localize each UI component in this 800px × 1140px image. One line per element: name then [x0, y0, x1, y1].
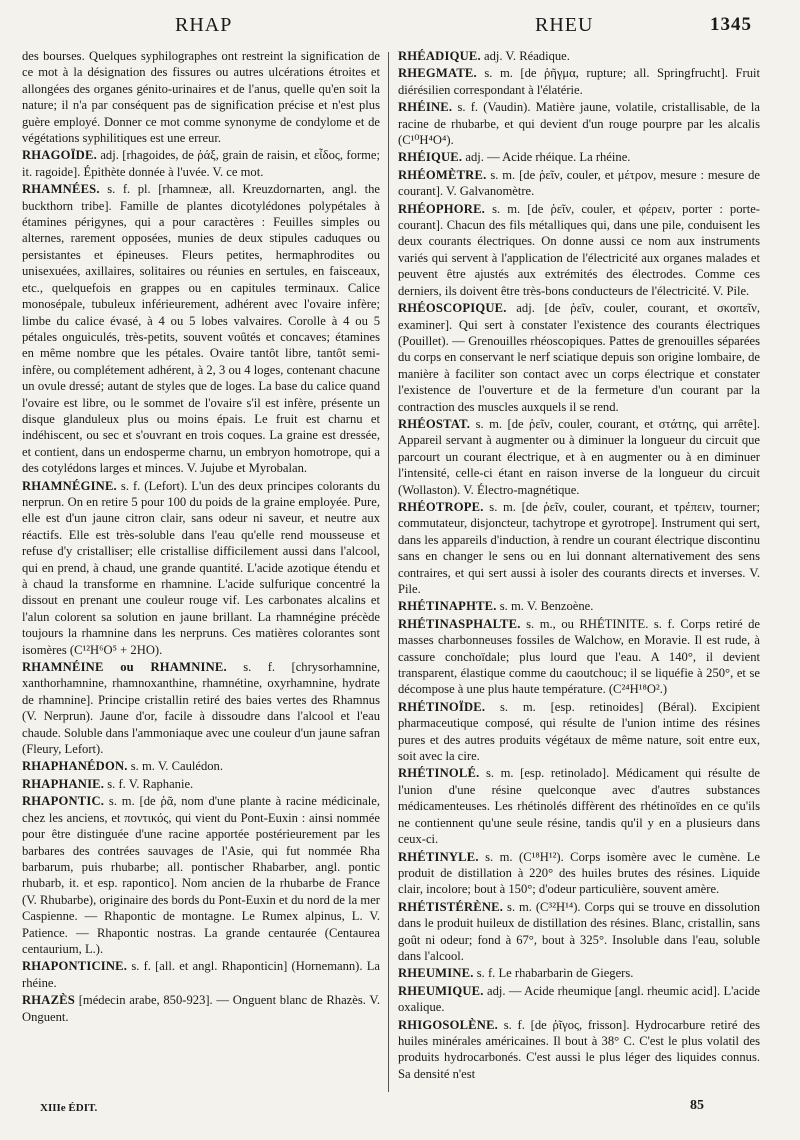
dictionary-entry	[398, 65, 760, 98]
entry-definition: s. f. pl. [rhamneæ, all. Kreuzdornarten, angl. the buckthorn tribe]. Famille de plantes dicotylédones polypétales à étamines périgynes, qui a pour caractères : Feuilles simples ou alternes, rarement opposées, munies de deux stipules caduques ou persistantes et épineuses. Fleurs petites, hermaphrodites ou unisexuées, axillaires, solitaires ou réunies en sertules, en faisceaux, etc., quelquefois en grappes ou en capitules terminaux. Calice monosépale, tubuleux inférieurement, adhérent avec l'ovaire infère; limbe du calice évasé, à 4 ou 5 lobes valvaires. Corolle à 4 ou 5 pétales onguiculés, très-petits, souvent voûtés et concaves; étamines en même nombre que les pétales. Ovaire tantôt libre, tantôt semi-infère, ou complétement adhérent, à 2, 3 ou 4 loges, contenant chacune un ovule dressé; autant de styles que de loges. La base du calice quand l'ovaire est libre, ou le sommet de l'ovaire s'il est infère, présente un disque glanduleux plus ou moins épais. Le fruit est charnu et indéhiscent, ou sec et s'ouvrant en trois coques. La graine est dressée, et contient, dans un endosperme charnu, un embryon homotrope, qui a des cotylédons larges et minces. V. Jujube et Myrobalan.	[22, 182, 380, 476]
dictionary-entry	[398, 300, 760, 415]
entry-definition: s. f. V. Raphanie.	[104, 776, 194, 791]
dictionary-entry	[22, 992, 380, 1025]
dictionary-entry	[398, 598, 760, 614]
entry-definition: s. f. (Vaudin). Matière jaune, volatile, cristallisable, de la racine de rhubarbe, et qui devient d'un rouge pourpre par les alcalis (C¹⁰H⁴O⁴).	[398, 100, 760, 148]
column-divider	[388, 52, 389, 1092]
dictionary-entry	[22, 181, 380, 476]
entry-definition: adj. [de ῥεῖν, couler, courant, et σκοπεῖν, examiner]. Qui sert à constater l'existence des courants électriques (Pouillet). — Grenouilles rhéoscopiques. Pattes de grenouilles séparées du corps en conservant le nerf sciatique depuis son origine lombaire, de manière à faciliter son contact avec un corps électrique et constater l'existence de l'ouverture et de la fermeture d'un courant par la contraction des muscles auxquels il se rend.	[398, 301, 760, 414]
entry-headword: RHÉIQUE.	[398, 150, 463, 165]
entry-headword: RHÉTINYLE.	[398, 849, 479, 864]
entry-definition: adj. V. Réadique.	[480, 49, 570, 63]
edition-footer: XIIIe ÉDIT.	[40, 1102, 98, 1114]
dictionary-entry	[398, 983, 760, 1016]
entry-headword: RHÉTINASPHALTE.	[398, 616, 521, 631]
dictionary-entry	[398, 899, 760, 965]
dictionary-entry	[22, 659, 380, 757]
dictionary-entry	[398, 499, 760, 597]
entry-definition: s. m. [de ῥᾶ, nom d'une plante à racine médicinale, chez les anciens, et ποντικός, qui vient du Pont-Euxin : ainsi nommée pour être distinguée d'une racine apportée postérieurement par les barbares des contrées sauvages de l'Asie, qui fut nommée Rha barbarum, puis rhubarbe; all. pontischer Rhabarber, angl. pontic rhubarb, it. et esp. rapontico]. Nom ancien de la rhubarbe de France (V. Rhubarbe), originaire des bords du Pont-Euxin et du nord de la mer Caspienne. — Rhapontic de montagne. Le Rumex alpinus, L. V. Patience. — Rhapontic nostras. La grande centaurée (Centaurea centaurium, L.).	[22, 794, 380, 956]
entry-headword: RHÉINE.	[398, 100, 453, 115]
entry-headword: RHÉTINAPHTE.	[398, 599, 497, 614]
dictionary-entry	[398, 616, 760, 698]
entry-definition: s. f. [chrysorhamnine, xanthorhamnine, rhamnoxanthine, rhamnétine, oxyrhamnine, hydrate de rhamnine]. Principe cristallin retiré des baies vertes des Rhamnus (V. Nerprun). Jaune d'or, facile à dissoudre dans l'alcool et l'eau chaude. Soluble dans l'ammoniaque avec une couleur d'un jaune safran (Fleury, Lefort).	[22, 660, 380, 757]
entry-headword: RHAPHANÉDON.	[22, 759, 128, 774]
dictionary-entry	[22, 758, 380, 774]
dictionary-entry	[398, 48, 760, 64]
dictionary-entry	[22, 147, 380, 180]
entry-definition: adj. — Acide rhéique. La rhéine.	[462, 150, 631, 165]
entry-definition: s. m. [de ῥεῖν, couler, courant, et στάτης, qui arrête]. Appareil servant à augmenter ou à diminuer la longueur du circuit que parcourt un courant électrique, et à en augmenter ou à en diminuer l'intensité, celle-ci étant en raison inverse de la longueur du circuit (Wollaston). V. Électro-magnétique.	[398, 416, 760, 497]
entry-headword: RHAPHANIE.	[22, 776, 105, 791]
dictionary-entry	[398, 149, 760, 165]
entry-headword: RHAMNÉGINE.	[22, 478, 117, 493]
entry-headword: RHAMNÉINE ou RHAMNINE.	[22, 660, 227, 675]
left-column	[22, 48, 380, 1098]
entry-headword: RHÉTINOLÉ.	[398, 766, 480, 781]
entry-definition: s. m. [de ῥεῖν, couler, et φέρειν, porter : porte-courant]. Chacun des fils métalliques qui, dans une pile, conduisent les deux courants électriques. On donne aussi ce nom aux instruments variés qui servent à l'application de l'électricité aux organes malades et peuvent être ajustés aux extrémités des électrodes. Comme ces derniers, ils doivent être très-bons conducteurs de l'électricité. V. Pile.	[398, 201, 760, 298]
entry-definition: s. m. (C³²H¹⁴). Corps qui se trouve en dissolution dans le produit huileux de distillation des résines. Blanc, cristallin, sans goût ni odeur; fond à 67°, bout à 325°. Insoluble dans l'eau, soluble dans l'alcool.	[398, 899, 760, 963]
dictionary-entry	[398, 416, 760, 498]
entry-headword: RHEGMATE.	[398, 66, 477, 81]
entry-headword: RHAPONTICINE.	[22, 959, 128, 974]
entry-headword: RHAGOÏDE.	[22, 148, 97, 163]
page-number: 1345	[710, 14, 752, 35]
dictionary-entry	[398, 1017, 760, 1083]
running-head-left: RHAP	[175, 14, 233, 36]
entry-headword: RHÉOSTAT.	[398, 416, 471, 431]
dictionary-entry	[22, 793, 380, 957]
right-column	[398, 48, 760, 1098]
entry-headword: RHÉTISTÉRÈNE.	[398, 899, 504, 914]
dictionary-entry	[398, 849, 760, 898]
entry-headword: RHIGOSOLÈNE.	[398, 1017, 499, 1032]
entry-definition: s. m. V. Benzoène.	[496, 599, 594, 614]
entry-headword: RHAMNÉES.	[22, 182, 100, 197]
running-head-right: RHEU	[535, 14, 594, 36]
entry-definition: s. m., ou RHÉTINITE. s. f. Corps retiré de masses charbonneuses fossiles de Walchow, en Moravie. Il est rude, à cassure conchoïdale; plus lourd que l'eau. A 140°, il devient transparent, élastique comme du caoutchouc; il se liquéfie à 250°, et se décompose à une plus haute température. (C²⁴H¹⁸O².)	[398, 616, 760, 697]
entry-definition: s. f. [de ῥῖγος, frisson]. Hydrocarbure retiré des huiles minérales américaines. Il bout à 38° C. C'est le plus volatil des produits hydrocarbonés. C'est aussi le plus léger des liquides connus. Sa densité n'est	[398, 1017, 760, 1081]
entry-headword: RHÉOSCOPIQUE.	[398, 301, 507, 316]
entry-definition: s. m. [de ῥεῖν, couler, et μέτρον, mesure : mesure de courant]. V. Galvanomètre.	[398, 167, 760, 199]
dictionary-entry	[398, 965, 760, 981]
entry-definition: s. m. V. Caulédon.	[127, 759, 224, 774]
dictionary-entry	[22, 958, 380, 991]
dictionary-entry	[22, 478, 380, 658]
entry-headword: RHEUMINE.	[398, 966, 474, 981]
entry-definition: s. m. [esp. retinoides] (Béral). Excipient pharmaceutique composé, qui résulte de l'union intime des résines pures et des autres produits végétaux de même nature, soit entre eux, soit avec la cire.	[398, 699, 760, 764]
entry-headword: RHEUMIQUE.	[398, 983, 484, 998]
entry-definition: [médecin arabe, 850-923]. — Onguent blanc de Rhazès. V. Onguent.	[22, 993, 380, 1024]
entry-definition: s. f. [all. et angl. Rhaponticin] (Hornemann). La rhéine.	[22, 959, 380, 990]
entry-definition: des bourses. Quelques syphilographes ont restreint la signification de ce mot à la désignation des fissures ou autres ulcérations étroites et allongées des organes génito-urinaires et de l'anus, quelle qu'en soit la nature; il n'a par conséquent pas de signification précise et n'est plus guère employé. Donner ce mot comme synonyme de condylome et de végétations syphilitiques est une erreur.	[22, 49, 380, 146]
dictionary-entry	[398, 99, 760, 148]
entry-definition: s. f. Le rhabarbarin de Giegers.	[473, 966, 634, 981]
entry-headword: RHÉOMÈTRE.	[398, 167, 487, 182]
signature-number: 85	[690, 1098, 704, 1113]
entry-definition: adj. [rhagoides, de ῥάξ, grain de raisin, et εἶδος, forme; it. ragoide]. Épithète donnée à l'uvée. V. ce mot.	[22, 148, 380, 179]
entry-definition: s. m. [de ῥεῖν, couler, courant, et τρέπειν, tourner; commutateur, disjoncteur, tachytrope et gyrotrope]. Instrument qui sert, dans les appareils d'induction, à rendre un courant électrique discontinu sans en changer le sens ou en lui donnant alternativement des sens contraires, et qui sert aussi à isoler des courants directs et inverses. V. Pile.	[398, 499, 760, 596]
entry-definition: s. f. (Lefort). L'un des deux principes colorants du nerprun. On en retire 5 pour 100 du poids de la graine employée. Pure, elle est d'un jaune citron clair, sans odeur ni saveur, et neutre aux réactifs. Elle est très-soluble dans l'eau qu'elle rend mousseuse et refuse d'y cristalliser; elle cristallise difficilement aussi dans l'alcool, qui en prend, à chaud, une grande quantité. L'acide azotique étendu et à chaud la transforme en rhamnine. L'acide sulfurique concentré la dissout en prenant une couleur rouge vif. Les carbonates alcalins et l'alun colorent sa solution en jaune brillant. La rhamnégine précède toujours la rhamnine dans les nerpruns. Ces matières colorantes sont isomères (C¹²H⁶O⁵ + 2HO).	[22, 478, 380, 657]
entry-headword: RHAZÈS	[22, 993, 75, 1008]
entry-definition: adj. — Acide rheumique [angl. rheumic acid]. L'acide oxalique.	[398, 983, 760, 1015]
entry-headword: RHÉOPHORE.	[398, 201, 486, 216]
entry-definition: s. m. [esp. retinolado]. Médicament qui résulte de l'union d'une résine quelconque avec d'autres substances médicamenteuses. Les rhétinolés diffèrent des rhétinoïdes en ce qu'ils ne contiennent qu'une seule résine, tandis qu'il y en a plusieurs dans ceux-ci.	[398, 766, 760, 847]
entry-headword: RHAPONTIC.	[22, 794, 105, 809]
entry-headword: RHÉADIQUE.	[398, 49, 481, 63]
entry-headword: RHÉTINOÏDE.	[398, 699, 486, 714]
dictionary-entry	[398, 167, 760, 200]
dictionary-entry	[398, 765, 760, 847]
dictionary-entry	[22, 776, 380, 792]
entry-definition: s. m. (C¹⁸H¹²). Corps isomère avec le cumène. Le produit de distillation à 220° des huiles brutes des résines. Liquide clair, incolore; bout à 150°; d'odeur particulière, souvent amère.	[398, 849, 760, 897]
entry-definition: s. m. [de ῥῆγμα, rupture; all. Springfrucht]. Fruit diérésilien correspondant à l'élatérie.	[398, 66, 760, 97]
dictionary-entry	[398, 201, 760, 299]
dictionary-entry	[398, 699, 760, 765]
dictionary-entry	[22, 48, 380, 146]
entry-headword: RHÉOTROPE.	[398, 499, 484, 514]
